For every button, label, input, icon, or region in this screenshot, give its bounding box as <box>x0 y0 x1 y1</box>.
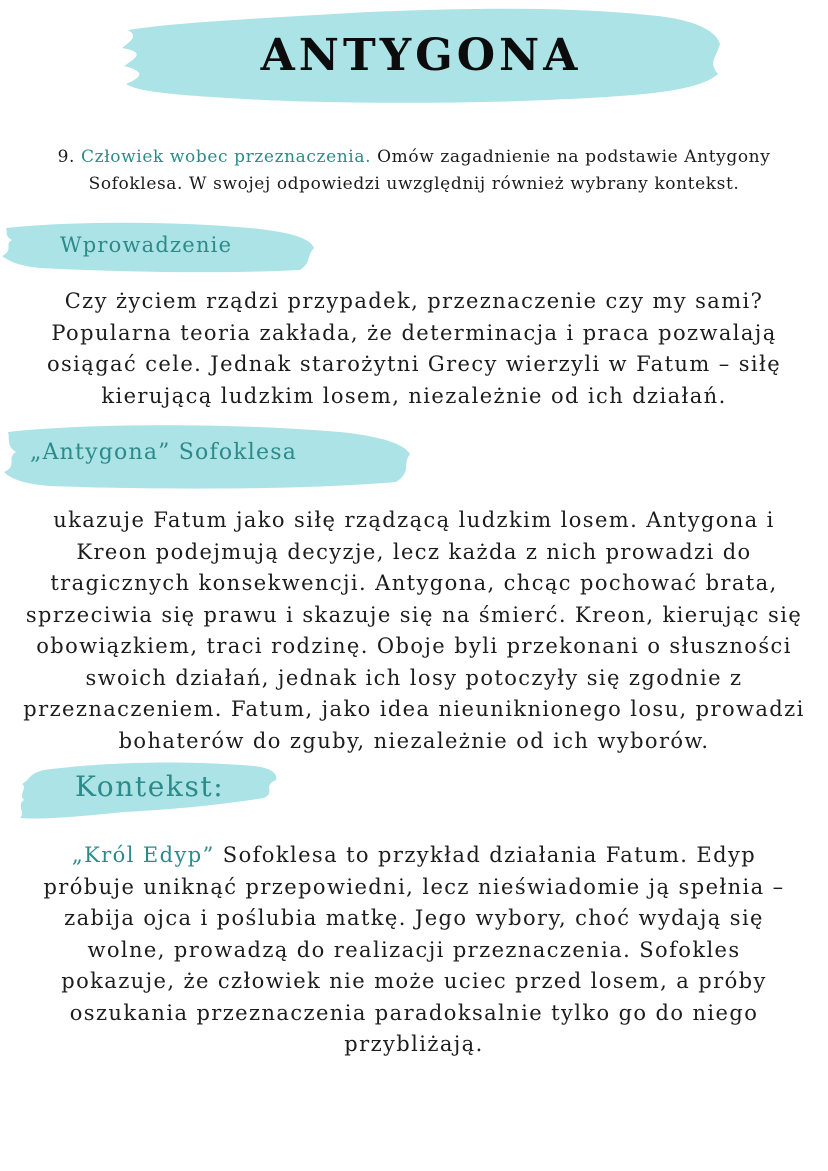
context-line: oszukania przeznaczenia paradoksalnie tylko go do niego <box>69 1000 759 1025</box>
context-line: wolne, prowadzą do realizacji przeznaczenia. Sofokles <box>87 937 741 962</box>
task-instruction: Omów zagadnienie na podstawie Antygony <box>377 147 771 167</box>
task-instruction-line2: Sofoklesa. W swojej odpowiedzi uwzględnij również wybrany kontekst. <box>88 174 740 194</box>
intro-heading-banner <box>0 216 318 276</box>
title-banner <box>118 0 724 108</box>
antigone-paragraph <box>0 505 828 757</box>
antigone-line: ukazuje Fatum jako siłę rządzącą ludzkim losem. Antygona i <box>53 508 775 532</box>
context-line: próbuje uniknąć przepowiedni, lecz nieświadomie ją spełnia – <box>43 874 785 899</box>
context-work-title: „Król Edyp” <box>71 843 215 867</box>
intro-line: osiągać cele. Jednak starożytni Grecy wierzyli w Fatum – siłę <box>46 352 782 376</box>
antigone-line: Kreon podejmują decyzje, lecz każda z nich prowadzi do <box>76 539 752 564</box>
task-number: 9. <box>57 147 76 167</box>
antigone-line: tragicznych konsekwencji. Antygona, chcąc pochować brata, <box>50 571 778 595</box>
intro-line: Popularna teoria zakłada, że determinacja i praca pozwalają <box>51 320 777 345</box>
intro-heading: Wprowadzenie <box>60 233 233 257</box>
context-line: pokazuje, że człowiek nie może uciec przed losem, a próby <box>61 969 767 993</box>
context-line <box>0 840 828 872</box>
context-line: zabija ojca i poślubia matkę. Jego wybory, choć wydają się <box>64 906 764 930</box>
antigone-line: przeznaczeniem. Fatum, jako idea nieuniknionego losu, prowadzi <box>23 697 805 721</box>
page-title: ANTYGONA <box>260 30 582 81</box>
intro-line: kierującą ludzkim losem, niezależnie od ich działań. <box>101 383 727 408</box>
antigone-line: obowiązkiem, traci rodzinę. Oboje byli przekonani o słuszności <box>36 634 792 658</box>
antigone-heading-banner <box>0 418 416 494</box>
context-line-text: Sofoklesa to przykład działania Fatum. Edyp <box>214 843 757 867</box>
intro-paragraph <box>0 286 828 412</box>
antigone-heading: „Antygona” Sofoklesa <box>30 440 298 465</box>
task-statement <box>0 144 828 198</box>
antigone-line: sprzeciwia się prawu i skazuje się na śmierć. Kreon, kierując się <box>25 602 803 627</box>
context-heading: Kontekst: <box>75 770 225 803</box>
intro-line: Czy życiem rządzi przypadek, przeznaczenie czy my sami? <box>64 289 764 313</box>
context-heading-banner <box>14 758 280 824</box>
context-paragraph <box>0 840 828 1061</box>
task-topic: Człowiek wobec przeznaczenia. <box>81 147 372 167</box>
context-line: przybliżają. <box>344 1032 484 1056</box>
antigone-line: swoich działań, jednak ich losy potoczyły się zgodnie z <box>85 665 743 690</box>
antigone-line: bohaterów do zguby, niezależnie od ich wyborów. <box>118 728 710 753</box>
